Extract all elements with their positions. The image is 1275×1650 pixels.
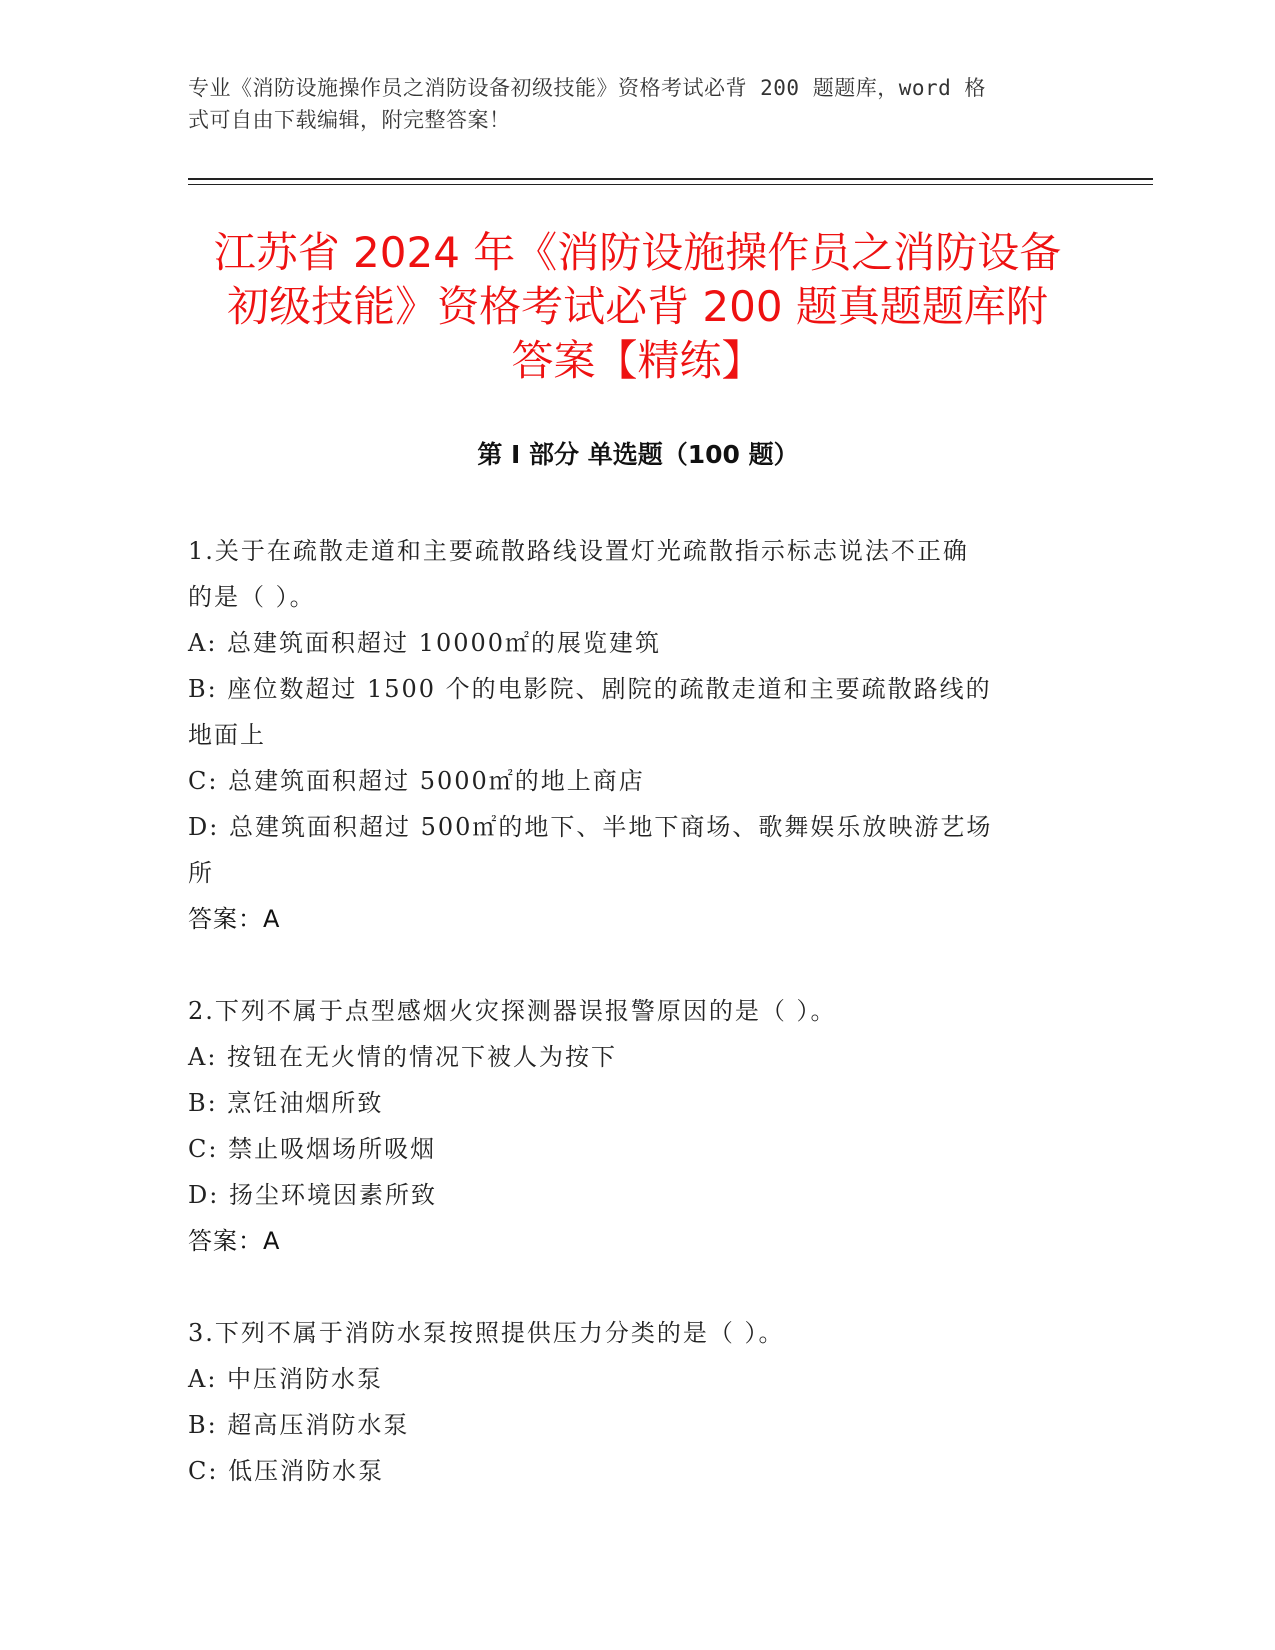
question-3 xyxy=(188,1310,1068,1494)
option-d-continued: 所 xyxy=(188,859,214,887)
option-b: B: 超高压消防水泵 xyxy=(188,1411,410,1439)
header-divider-thin xyxy=(188,184,1153,185)
option-b: B: 烹饪油烟所致 xyxy=(188,1089,384,1117)
option-d: D: 总建筑面积超过 500㎡的地下、半地下商场、歌舞娱乐放映游艺场 xyxy=(188,813,993,841)
intro-line-2: 式可自由下载编辑，附完整答案！ xyxy=(188,108,511,132)
question-stem: 3.下列不属于消防水泵按照提供压力分类的是（ ）。 xyxy=(188,1319,785,1347)
title-line-1: 江苏省 2024 年《消防设施操作员之消防设备 xyxy=(213,228,1062,277)
intro-text xyxy=(188,72,1068,136)
option-a: A: 按钮在无火情的情况下被人为按下 xyxy=(188,1043,618,1071)
question-1 xyxy=(188,528,1068,942)
answer: 答案：A xyxy=(188,1227,281,1255)
intro-line-1: 专业《消防设施操作员之消防设备初级技能》资格考试必背 200 题题库，word 格 xyxy=(188,76,986,100)
section-title: 第 I 部分 单选题（100 题） xyxy=(477,440,799,469)
option-c: C: 总建筑面积超过 5000㎡的地上商店 xyxy=(188,767,645,795)
question-stem: 1.关于在疏散走道和主要疏散路线设置灯光疏散指示标志说法不正确 xyxy=(188,537,969,565)
question-2 xyxy=(188,988,1068,1264)
header-divider-thick xyxy=(188,178,1153,180)
option-d: D: 扬尘环境因素所致 xyxy=(188,1181,437,1209)
question-stem-continued: 的是（ ）。 xyxy=(188,583,316,611)
document-title xyxy=(175,226,1100,388)
option-a: A: 总建筑面积超过 10000㎡的展览建筑 xyxy=(188,629,662,657)
option-c: C: 禁止吸烟场所吸烟 xyxy=(188,1135,437,1163)
option-c: C: 低压消防水泵 xyxy=(188,1457,385,1485)
title-line-3: 答案【精练】 xyxy=(511,336,764,385)
option-b: B: 座位数超过 1500 个的电影院、剧院的疏散走道和主要疏散路线的 xyxy=(188,675,992,703)
option-a: A: 中压消防水泵 xyxy=(188,1365,384,1393)
question-stem: 2.下列不属于点型感烟火灾探测器误报警原因的是（ ）。 xyxy=(188,997,837,1025)
option-b-continued: 地面上 xyxy=(188,721,266,749)
question-list xyxy=(188,528,1068,1540)
title-line-2: 初级技能》资格考试必背 200 题真题题库附 xyxy=(227,282,1048,331)
answer: 答案：A xyxy=(188,905,281,933)
